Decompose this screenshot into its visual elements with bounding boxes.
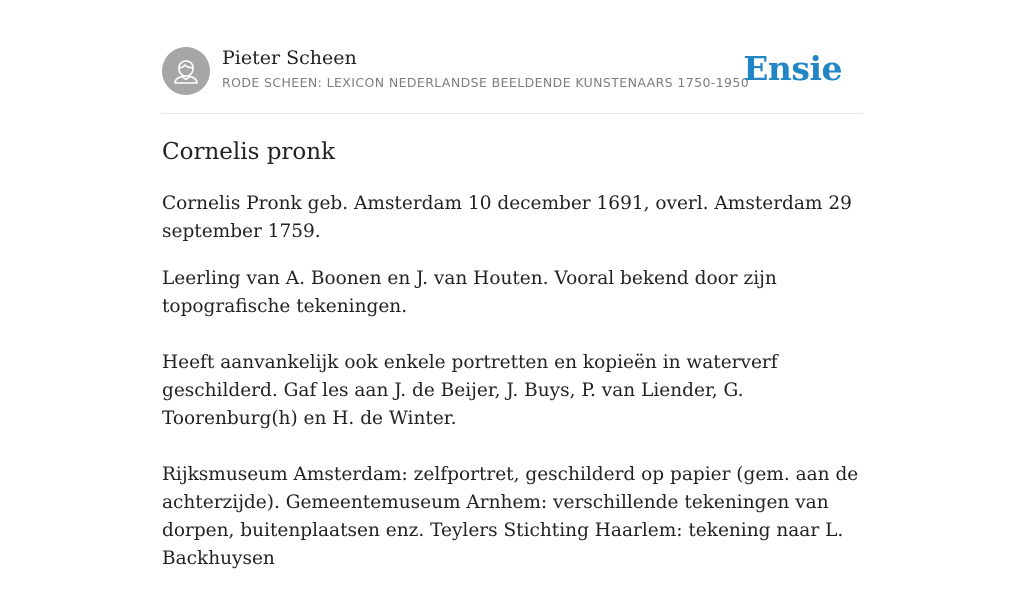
article-body — [162, 190, 862, 592]
article-header — [162, 0, 862, 114]
article-container — [162, 0, 862, 569]
source-name[interactable]: RODE SCHEEN: LEXICON NEDERLANDSE BEELDENDE KUNSTENAARS 1750-1950 — [222, 75, 750, 90]
article-paragraph: Rijksmuseum Amsterdam: zelfportret, geschilderd op papier (gem. aan de achterzijde). Gemeentemuseum Arnhem: verschillende tekeningen van dorpen, buitenplaatsen enz. Teylers Stichting Haarlem: tekening naar L. Backhuysen — [162, 464, 859, 569]
ensie-logo[interactable]: Ensie — [743, 49, 842, 88]
page-title: Cornelis pronk — [162, 139, 336, 165]
article-paragraph: Cornelis Pronk geb. Amsterdam 10 december 1691, overl. Amsterdam 29 september 1759. — [162, 193, 852, 242]
user-icon — [162, 47, 210, 95]
author-name[interactable]: Pieter Scheen — [222, 47, 357, 69]
article-paragraph: Heeft aanvankelijk ook enkele portretten en kopieën in waterverf geschilderd. Gaf les aan J. de Beijer, J. Buys, P. van Liender, G. Toorenburg(h) en H. de Winter. — [162, 352, 778, 429]
article-paragraph: Leerling van A. Boonen en J. van Houten. Vooral bekend door zijn topografische tekeningen. — [162, 268, 777, 317]
author-avatar[interactable] — [162, 47, 210, 95]
